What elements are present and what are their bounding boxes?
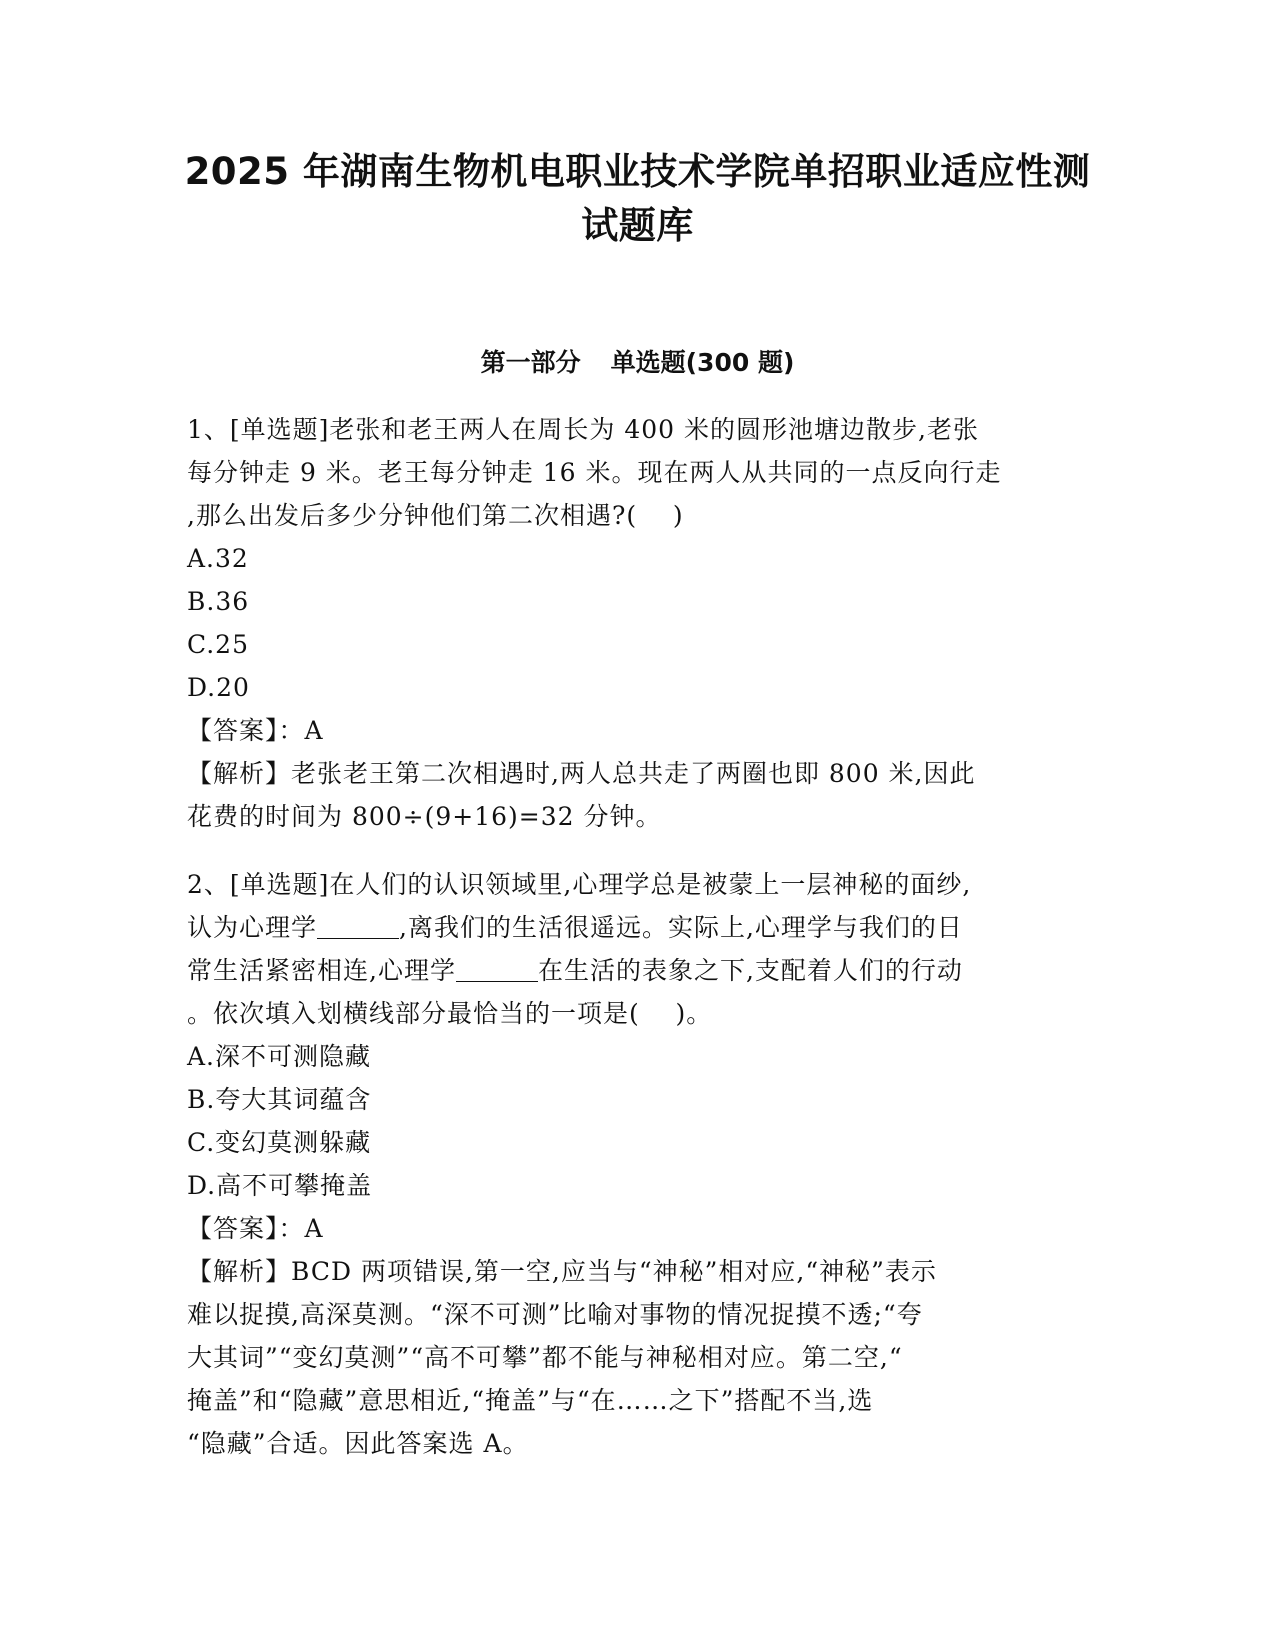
analysis-line: 花费的时间为 800÷(9+16)=32 分钟。: [187, 802, 662, 831]
analysis-line: 【解析】老张老王第二次相遇时,两人总共走了两圈也即 800 米,因此: [187, 759, 976, 788]
analysis-line: 大其词”“变幻莫测”“高不可攀”都不能与神秘相对应。第二空,“: [187, 1343, 903, 1372]
stem-text: ,离我们的生活很遥远。实际上,心理学与我们的日: [399, 913, 963, 942]
title-line: 2025 年湖南生物机电职业技术学院单招职业适应性测: [184, 150, 1091, 193]
option-c: C.25: [187, 630, 249, 659]
section-heading: [150, 345, 1125, 381]
question-stem-line: [187, 949, 1087, 992]
question-block: [187, 408, 1087, 838]
fill-blank: [456, 957, 538, 982]
answer-line: 【答案】：A: [187, 716, 324, 745]
question-block: [187, 863, 1087, 1465]
title-line: 试题库: [581, 204, 694, 247]
document-title: [150, 145, 1125, 253]
option-b: B.夸大其词蕴含: [187, 1085, 372, 1114]
option-c: C.变幻莫测躲藏: [187, 1128, 372, 1157]
stem-text: 常生活紧密相连,心理学: [187, 956, 456, 985]
option-a: A.深不可测隐藏: [187, 1042, 372, 1071]
option-b: B.36: [187, 587, 250, 616]
analysis-line: 掩盖”和“隐藏”意思相近,“掩盖”与“在……之下”搭配不当,选: [187, 1386, 874, 1415]
stem-text: 认为心理学: [187, 913, 318, 942]
option-d: D.20: [187, 673, 250, 702]
question-stem-line: ,那么出发后多少分钟他们第二次相遇?( ): [187, 501, 684, 530]
analysis-line: 【解析】BCD 两项错误,第一空,应当与“神秘”相对应,“神秘”表示: [187, 1257, 937, 1286]
section-name: 单选题(300 题): [610, 348, 795, 377]
section-part: 第一部分: [480, 348, 581, 377]
answer-line: 【答案】：A: [187, 1214, 324, 1243]
fill-blank: [317, 914, 399, 939]
option-d: D.高不可攀掩盖: [187, 1171, 373, 1200]
option-a: A.32: [187, 544, 249, 573]
analysis-line: “隐藏”合适。因此答案选 A。: [187, 1429, 529, 1458]
question-stem-line: 1、[单选题]老张和老王两人在周长为 400 米的圆形池塘边散步,老张: [187, 415, 979, 444]
question-stem-line: 2、[单选题]在人们的认识领域里,心理学总是被蒙上一层神秘的面纱,: [187, 870, 972, 899]
question-stem-line: 每分钟走 9 米。老王每分钟走 16 米。现在两人从共同的一点反向行走: [187, 458, 1002, 487]
analysis-line: 难以捉摸,高深莫测。“深不可测”比喻对事物的情况捉摸不透;“夸: [187, 1300, 923, 1329]
question-stem-line: [187, 906, 1087, 949]
question-stem-line: 。依次填入划横线部分最恰当的一项是( )。: [187, 999, 713, 1028]
stem-text: 在生活的表象之下,支配着人们的行动: [537, 956, 963, 985]
